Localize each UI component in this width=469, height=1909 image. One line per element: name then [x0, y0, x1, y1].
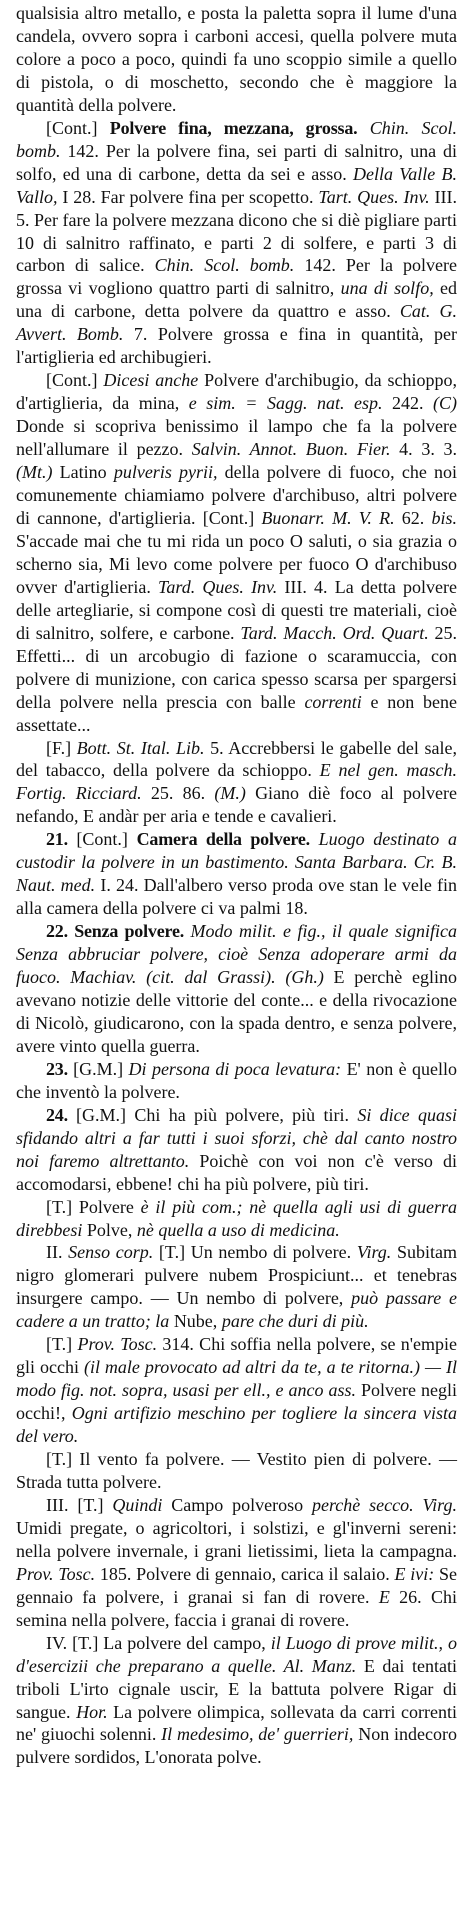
text-run: I. 24. Dall'albero verso proda ove stan le vele fin alla camera della polvere ci va palmi 18.: [16, 875, 457, 919]
bold-run: 22.: [46, 921, 75, 942]
italic-run: Cat. G. Avvert. Bomb.: [16, 301, 457, 345]
text-run: [F.]: [46, 737, 77, 758]
italic-run: (il male provocato ad altri da te, a te ritorna.) — Il modo fig. not. sopra, usasi per ell., e anco ass.: [16, 1357, 458, 1401]
text-run: 4. 3. 3.: [390, 439, 458, 460]
italic-run: è il più com.; nè quella agli usi di guerra direbbesi: [16, 1196, 457, 1240]
italic-run: Prov. Tosc.: [77, 1334, 158, 1355]
italic-run: bis.: [431, 507, 457, 528]
text-run: Poichè con voi non c'è verso di accomodarsi, ebbene! chi ha più polvere, più tiri.: [16, 1150, 457, 1194]
italic-run: Si dice quasi sfidando altri a far tutti i suoi sforzi, chè dal canto nostro noi faremo altrettanto.: [16, 1104, 457, 1171]
text-run: E perchè eglino avevano notizie delle vittorie del conte... e della rivocazione di Nicolò, giudicarono, con la spada dentro, e senza polvere, avere vinto quella guerra.: [16, 967, 457, 1056]
paragraph-23: [16, 1058, 457, 1104]
text-run: Donde si scopriva benissimo il lampo che fa la polvere nell'allumare il pezzo.: [16, 416, 457, 460]
italic-run: pulveris pyrii,: [113, 462, 218, 483]
text-run: 142. Per la polvere grossa vi vogliono quattro parti di salnitro,: [16, 255, 457, 299]
text-run: III. [T.]: [46, 1494, 113, 1515]
italic-run: pare che duri di più.: [221, 1311, 369, 1332]
italic-run: può passare e cadere a un tratto; la: [16, 1288, 458, 1332]
paragraph-t-polve: [16, 1196, 457, 1242]
italic-run: E nel gen. masch. Fortig. Ricciard.: [16, 760, 458, 804]
text-run: [G.M.] Chi ha più polvere, più tiri.: [76, 1104, 358, 1125]
italic-run: Della Valle B. Vallo,: [16, 163, 457, 207]
text-run: Polvere d'archibugio, da schioppo, d'artiglieria, da mina,: [16, 370, 457, 414]
italic-run: Quindi: [112, 1494, 163, 1515]
bold-run: 23.: [46, 1058, 74, 1079]
italic-run: Ogni artifizio meschino per togliere la sincera vista del vero.: [16, 1403, 458, 1447]
text-run: 7. Polvere grossa e fina in quantità, per l'artiglieria ed archibugieri.: [16, 324, 457, 368]
italic-run: E ivi:: [394, 1563, 435, 1584]
text-run: [Cont.]: [76, 829, 137, 850]
italic-run: Luogo destinato a custodir la polvere in un bastimento. Santa Barbara. Cr. B. Naut. med.: [16, 829, 457, 896]
italic-run: Senso corp.: [68, 1242, 154, 1263]
text-run: [Cont.]: [46, 117, 110, 138]
italic-run: (Mt.): [16, 462, 53, 483]
text-run: Giano diè foco al polvere nefando, E andàr per aria e tende e cavalieri.: [16, 783, 457, 827]
text-run: e non bene assettate...: [16, 691, 458, 735]
text-run: [T.] Un nembo di polvere.: [153, 1242, 357, 1263]
italic-run: Il medesimo, de' guerrieri,: [161, 1724, 354, 1745]
italic-run: correnti: [304, 691, 362, 712]
text-run: [G.M.]: [73, 1058, 129, 1079]
italic-run: Modo milit. e fig., il quale significa Senza abbruciar polvere, cioè Senza adoperare armi da fuoco. Machiav. (cit. dal Grassi). (Gh.): [16, 921, 458, 988]
bold-run: 21.: [46, 829, 77, 850]
text-run: 25. Effetti... di un arcobugio di fazione o scaramuccia, con polvere di munizione, con carica spesso scarsa per spargersi della polvere nella prescia con balle: [16, 622, 458, 712]
text-run: IV. [T.] La polvere del campo,: [46, 1632, 271, 1653]
text-run: Non indecoro pulvere sordidos, L'onorata polve.: [16, 1724, 457, 1768]
text-run: ed una di carbone, detta polvere da quattro e asso.: [16, 278, 457, 322]
text-run: Polvere negli occhi!,: [16, 1380, 457, 1424]
text-run: 26. Chi semina nella polvere, faccia i granai di rovere.: [16, 1586, 457, 1630]
text-run: 185. Polvere di gennaio, carica il salaio.: [95, 1563, 395, 1584]
italic-run: Salvin. Annot. Buon. Fier.: [191, 439, 391, 460]
italic-run: Bott. St. Ital. Lib.: [76, 737, 205, 758]
text-run: III. 4. La detta polvere delle artegliarie, si compone così di questi tre materiali, cioè di salnitro, solfere, e carbone.: [16, 576, 457, 643]
text-run: 62.: [394, 507, 432, 528]
italic-run: Buonarr. M. V. R.: [261, 507, 395, 528]
italic-run: Chin. Scol. bomb.: [16, 117, 458, 161]
italic-run: (M.): [214, 783, 246, 804]
paragraph-ii-senso-corp: [16, 1241, 457, 1333]
bold-run: 24.: [46, 1104, 77, 1125]
text-run: 142. Per la polvere fina, sei parti di salnitro, una di solfo, ed una di carbone, detta da sei e asso.: [16, 140, 457, 184]
text-run: Campo polveroso: [162, 1494, 312, 1515]
italic-run: Dicesi anche: [103, 370, 199, 391]
text-run: [Cont.]: [46, 370, 104, 391]
bold-run: Senza polvere.: [74, 921, 185, 942]
italic-run: il Luogo di prove milit., o d'esercizii che preparano a quelle. Al. Manz.: [16, 1632, 457, 1676]
bold-run: Camera della polvere.: [136, 829, 310, 850]
paragraph-iii-campo: [16, 1494, 457, 1632]
italic-run: perchè secco. Virg.: [311, 1494, 457, 1515]
text-run: della polvere di fuoco, che noi comunemente chiamiamo polvere d'archibuso, altri polvere di cannone, d'artiglieria. [Cont.]: [16, 462, 457, 528]
text-run: S'accade mai che tu mi rida un poco O saluti, o sia grazia o scherno sia, Mi levo come polvere per fuoco O d'archibuso ovver d'artiglieria.: [16, 530, 457, 597]
paragraph-iv-campo: [16, 1632, 457, 1770]
italic-run: (C): [433, 393, 458, 414]
bold-run: Polvere fina, mezzana, grossa.: [109, 117, 358, 138]
text-run: Nube,: [169, 1311, 222, 1332]
text-run: qualsisia altro metallo, e posta la paletta sopra il lume d'una candela, ovvero sopra i carboni accesi, quella polvere muta colore a poco a poco, quindi fa uno scoppio simile a quello di pistola, o di moschetto, secondo che è maggiore la quantità della polvere.: [16, 3, 457, 115]
text-run: Polve,: [82, 1219, 137, 1240]
text-run: Subitam nigro glomerari pulvere nubem Prospiciunt... et tenebras insurgere campo. — Un nembo di polvere,: [16, 1242, 457, 1309]
text-run: La polvere olimpica, sollevata da carri correnti ne' giuochi solenni.: [16, 1701, 458, 1745]
text-run: [T.]: [46, 1334, 78, 1355]
italic-run: Chin. Scol. bomb.: [154, 255, 295, 276]
text-run: III. 5. Per fare la polvere mezzana dicono che si diè pigliare parti 10 di salnitro raffinato, e parti 2 di solfere, e parti 3 di carbon di salice.: [16, 186, 457, 276]
italic-run: nè quella a uso di medicina.: [136, 1219, 340, 1240]
paragraph-polvere-fina: [16, 117, 457, 369]
text-run: 242.: [382, 393, 434, 414]
paragraph-prov-tosc-314: [16, 1333, 457, 1448]
text-run: [T.] Il vento fa polvere. — Vestito pien di polvere. — Strada tutta polvere.: [16, 1449, 457, 1492]
italic-run: Tard. Ques. Inv.: [158, 576, 278, 597]
italic-run: Di persona di poca levatura:: [128, 1058, 342, 1079]
text-run: [T.] Polvere: [46, 1196, 141, 1217]
paragraph-21-camera: [16, 828, 457, 920]
paragraph-intro-continuation: [16, 2, 457, 117]
italic-run: Virg.: [356, 1242, 392, 1263]
text-run: 5. Accrebbersi le gabelle del sale, del tabacco, della polvere da schioppo.: [16, 737, 457, 781]
italic-run: Tart. Ques. Inv.: [318, 186, 430, 207]
text-run: E dai tentati triboli L'irto cignale uscir, E la battuta polvere Rigar di sangue.: [16, 1655, 457, 1722]
text-run: Latino: [52, 462, 114, 483]
text-run: II.: [46, 1242, 69, 1263]
text-run: 314. Chi soffia nella polvere, se n'empie gli occhi: [16, 1334, 457, 1378]
text-run: E' non è quello che inventò la polvere.: [16, 1058, 458, 1102]
italic-run: e sim. = Sagg. nat. esp.: [188, 393, 383, 414]
text-run: Se gennaio fa polvere, i granai si fan di rovere.: [16, 1563, 458, 1607]
paragraph-gabelle: [16, 737, 457, 829]
paragraph-24: [16, 1104, 457, 1196]
italic-run: Prov. Tosc.: [16, 1563, 96, 1584]
text-run: Umidi pregate, o agricoltori, i solstizi, e gl'inverni sereni: nella polvere invernale, i grani lietissimi, lieta la campagna.: [16, 1517, 457, 1561]
paragraph-vento: [16, 1448, 457, 1494]
paragraph-22-senza: [16, 920, 457, 1058]
text-run: 25. 86.: [141, 783, 215, 804]
italic-run: Tard. Macch. Ord. Quart.: [240, 622, 429, 643]
italic-run: una di solfo,: [340, 278, 434, 299]
italic-run: Hor.: [76, 1701, 108, 1722]
italic-run: E: [378, 1586, 390, 1607]
text-run: I 28. Far polvere fina per scopetto.: [57, 186, 319, 207]
paragraph-polvere-archibugio: [16, 369, 457, 736]
